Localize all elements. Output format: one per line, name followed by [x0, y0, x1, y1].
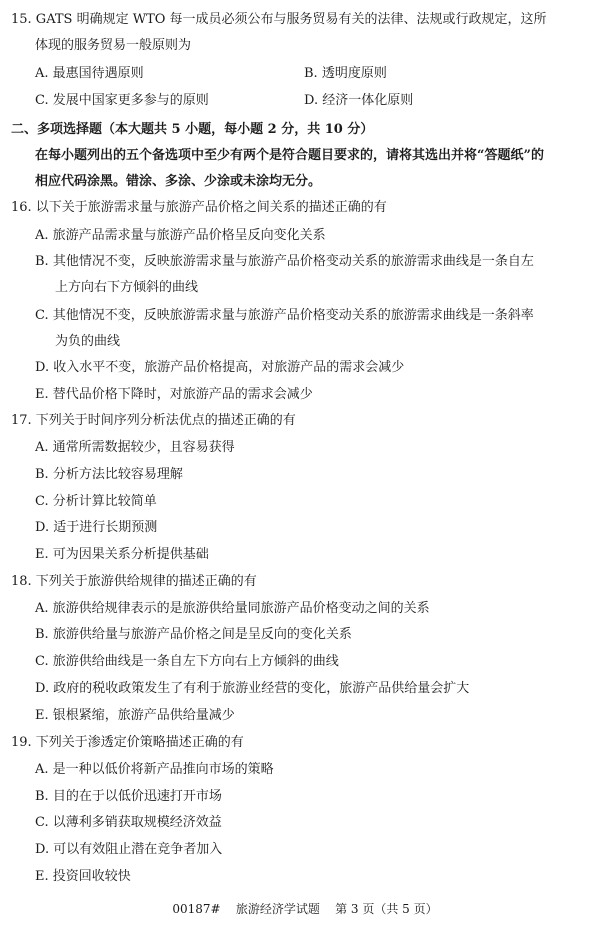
section2-heading: 二、多项选择题（本大题共 5 小题，每小题 2 分，共 10 分） [11, 122, 374, 137]
q18-option-c: C. 旅游供给曲线是一条自左下方向右上方倾斜的曲线 [35, 654, 339, 669]
q15-stem-line1: 15. GATS 明确规定 WTO 每一成员必须公布与服务贸易有关的法律、法规或行政规定，这所 [11, 12, 547, 27]
q16-option-d: D. 收入水平不变，旅游产品价格提高，对旅游产品的需求会减少 [35, 360, 405, 375]
q18-option-e: E. 银根紧缩，旅游产品供给量减少 [35, 708, 235, 723]
q16-option-b-line2: 上方向右下方倾斜的曲线 [55, 280, 199, 295]
q15-stem-line2: 体现的服务贸易一般原则为 [35, 38, 192, 53]
q16-stem: 16. 以下关于旅游需求量与旅游产品价格之间关系的描述正确的有 [11, 200, 387, 215]
q17-option-d: D. 适于进行长期预测 [35, 520, 158, 535]
q15-option-a: A. 最惠国待遇原则 [35, 66, 144, 81]
q18-option-a: A. 旅游供给规律表示的是旅游供给量同旅游产品价格变动之间的关系 [35, 601, 430, 616]
q19-stem: 19. 下列关于渗透定价策略描述正确的有 [11, 735, 244, 750]
q17-option-c: C. 分析计算比较简单 [35, 494, 157, 509]
q17-option-a: A. 通常所需数据较少，且容易获得 [35, 440, 235, 455]
q19-option-c: C. 以薄利多销获取规模经济效益 [35, 815, 222, 830]
q17-option-e: E. 可为因果关系分析提供基础 [35, 547, 209, 562]
q16-option-b-line1: B. 其他情况不变，反映旅游需求量与旅游产品价格变动关系的旅游需求曲线是一条自左 [35, 254, 534, 269]
q18-option-d: D. 政府的税收政策发生了有利于旅游业经营的变化，旅游产品供给量会扩大 [35, 681, 470, 696]
q16-option-c-line2: 为负的曲线 [55, 334, 121, 349]
q15-option-c: C. 发展中国家更多参与的原则 [35, 93, 209, 108]
q19-option-a: A. 是一种以低价将新产品推向市场的策略 [35, 762, 274, 777]
q18-stem: 18. 下列关于旅游供给规律的描述正确的有 [11, 574, 257, 589]
q19-option-b: B. 目的在于以低价迅速打开市场 [35, 789, 222, 804]
q16-option-a: A. 旅游产品需求量与旅游产品价格呈反向变化关系 [35, 228, 326, 243]
q17-stem: 17. 下列关于时间序列分析法优点的描述正确的有 [11, 413, 296, 428]
q16-option-e: E. 替代品价格下降时，对旅游产品的需求会减少 [35, 387, 313, 402]
q19-option-d: D. 可以有效阻止潜在竞争者加入 [35, 842, 223, 857]
section2-instruction-line2: 相应代码涂黑。错涂、多涂、少涂或未涂均无分。 [35, 174, 322, 189]
q16-option-c-line1: C. 其他情况不变，反映旅游需求量与旅游产品价格变动关系的旅游需求曲线是一条斜率 [35, 308, 534, 323]
section2-instruction-line1: 在每小题列出的五个备选项中至少有两个是符合题目要求的，请将其选出并将“答题纸”的 [35, 148, 544, 163]
q15-option-b: B. 透明度原则 [304, 66, 387, 81]
q19-option-e: E. 投资回收较快 [35, 869, 131, 884]
q17-option-b: B. 分析方法比较容易理解 [35, 467, 183, 482]
q15-option-d: D. 经济一体化原则 [304, 93, 414, 108]
q18-option-b: B. 旅游供给量与旅游产品价格之间是呈反向的变化关系 [35, 627, 352, 642]
page-footer: 00187# 旅游经济学试题 第 3 页（共 5 页） [172, 902, 438, 916]
